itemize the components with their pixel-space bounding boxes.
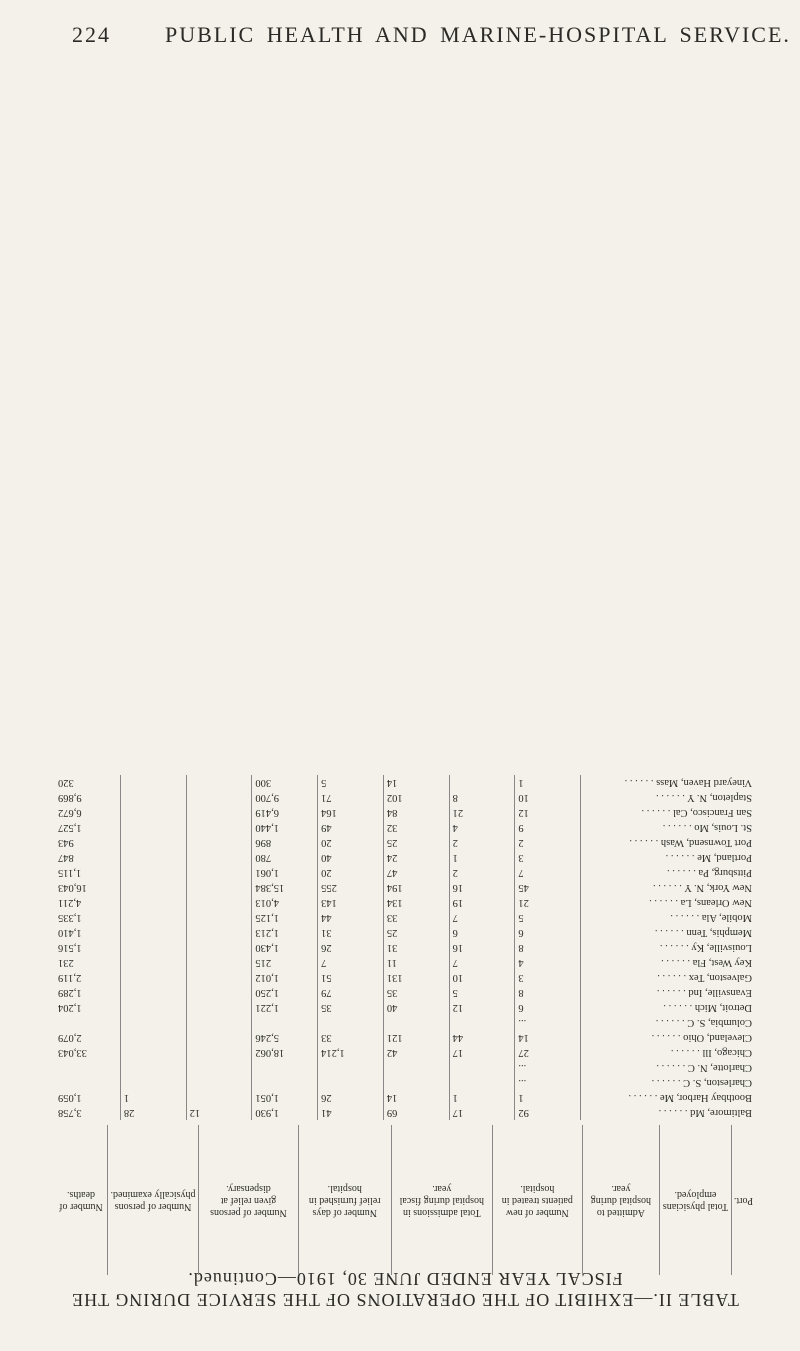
value-cell: 8 bbox=[515, 985, 581, 1000]
value-cell bbox=[449, 775, 515, 790]
value-cell bbox=[120, 850, 186, 865]
value-cell: 14 bbox=[515, 1030, 581, 1045]
value-cell: 10 bbox=[515, 790, 581, 805]
value-cell: 1,289 bbox=[58, 987, 82, 998]
table-row bbox=[55, 775, 755, 790]
value-cell bbox=[449, 1060, 515, 1075]
value-cell bbox=[186, 1060, 252, 1075]
port-name-cell: New York, N. Y . . . . . . bbox=[581, 880, 755, 895]
value-cell: 6,672 bbox=[58, 807, 82, 818]
value-cell: 31 bbox=[383, 940, 449, 955]
value-cell: 33 bbox=[383, 910, 449, 925]
value-cell: 16 bbox=[449, 880, 515, 895]
value-cell: 4,013 bbox=[252, 895, 318, 910]
column-header: Number of persons physically examined. bbox=[107, 1125, 198, 1275]
value-cell: 5 bbox=[449, 985, 515, 1000]
value-cell: 2 bbox=[515, 835, 581, 850]
value-cell: 8 bbox=[515, 940, 581, 955]
value-cell: 131 bbox=[383, 970, 449, 985]
value-cell: 2 bbox=[449, 835, 515, 850]
value-cell: 1 bbox=[515, 775, 581, 790]
value-cell: 2 bbox=[449, 865, 515, 880]
port-name-cell: Stapleton, N. Y . . . . . . bbox=[581, 790, 755, 805]
value-cell: 51 bbox=[318, 970, 384, 985]
value-cell bbox=[186, 790, 252, 805]
value-cell bbox=[252, 1060, 318, 1075]
value-cell: 255 bbox=[318, 880, 384, 895]
value-cell: 1 bbox=[449, 1090, 515, 1105]
value-cell: 1 bbox=[120, 1090, 186, 1105]
value-cell bbox=[449, 1075, 515, 1090]
value-cell: 1,214 bbox=[318, 1045, 384, 1060]
value-cell: 44 bbox=[318, 910, 384, 925]
port-name-cell: Memphis, Tenn . . . . . . bbox=[581, 925, 755, 940]
value-cell: 33 bbox=[318, 1030, 384, 1045]
port-name-cell: San Francisco, Cal . . . . . . bbox=[581, 805, 755, 820]
value-cell: 1,012 bbox=[252, 970, 318, 985]
table-row bbox=[55, 835, 755, 850]
value-cell: 8 bbox=[449, 790, 515, 805]
port-name-cell: Chicago, Ill . . . . . . bbox=[581, 1045, 755, 1060]
port-name-cell: Pittsburg, Pa . . . . . . bbox=[581, 865, 755, 880]
value-cell: 16,043 bbox=[58, 882, 87, 893]
table-row bbox=[55, 1090, 755, 1105]
value-cell: 6 bbox=[449, 925, 515, 940]
value-cell: 25 bbox=[383, 835, 449, 850]
column-header: Number of deaths. bbox=[59, 1189, 103, 1212]
table-row bbox=[55, 1015, 755, 1030]
value-cell: 164 bbox=[318, 805, 384, 820]
operations-table bbox=[55, 80, 755, 1320]
value-cell: 26 bbox=[318, 1090, 384, 1105]
value-cell: 49 bbox=[318, 820, 384, 835]
value-cell: 79 bbox=[318, 985, 384, 1000]
value-cell: 9,700 bbox=[252, 790, 318, 805]
value-cell: 1 bbox=[515, 1090, 581, 1105]
table-row bbox=[55, 925, 755, 940]
value-cell bbox=[186, 910, 252, 925]
value-cell bbox=[186, 880, 252, 895]
value-cell: 134 bbox=[383, 895, 449, 910]
value-cell bbox=[120, 895, 186, 910]
value-cell: 7 bbox=[515, 865, 581, 880]
table-row bbox=[55, 1105, 755, 1120]
value-cell: 44 bbox=[449, 1030, 515, 1045]
value-cell: ... bbox=[515, 1075, 581, 1090]
table-row bbox=[55, 820, 755, 835]
value-cell: 4 bbox=[515, 955, 581, 970]
port-name-cell: Detroit, Mich . . . . . . bbox=[581, 1000, 755, 1015]
value-cell bbox=[186, 1030, 252, 1045]
table-row bbox=[55, 865, 755, 880]
value-cell: 6,419 bbox=[252, 805, 318, 820]
value-cell bbox=[120, 1045, 186, 1060]
value-cell: 40 bbox=[318, 850, 384, 865]
port-name-cell: Baltimore, Md . . . . . . bbox=[581, 1105, 755, 1120]
value-cell: 5,246 bbox=[252, 1030, 318, 1045]
value-cell bbox=[120, 910, 186, 925]
column-header: Total admissions in hospital during fiscal year. bbox=[391, 1125, 492, 1275]
value-cell bbox=[120, 940, 186, 955]
value-cell: 6 bbox=[515, 1000, 581, 1015]
value-cell bbox=[186, 1045, 252, 1060]
column-header: Number of days relief furnished in hospital. bbox=[298, 1125, 391, 1275]
value-cell bbox=[120, 835, 186, 850]
value-cell: 28 bbox=[120, 1105, 186, 1120]
port-name-cell: Evansville, Ind . . . . . . bbox=[581, 985, 755, 1000]
value-cell bbox=[55, 1060, 120, 1075]
port-name-cell: Portland, Me . . . . . . bbox=[581, 850, 755, 865]
value-cell: 780 bbox=[252, 850, 318, 865]
value-cell: 4 bbox=[449, 820, 515, 835]
value-cell bbox=[186, 865, 252, 880]
value-cell: 1,204 bbox=[58, 1002, 82, 1013]
value-cell: 143 bbox=[318, 895, 384, 910]
value-cell bbox=[120, 880, 186, 895]
value-cell: 16 bbox=[449, 940, 515, 955]
value-cell: 1,930 bbox=[252, 1105, 318, 1120]
value-cell: 10 bbox=[449, 970, 515, 985]
value-cell: 1,250 bbox=[252, 985, 318, 1000]
value-cell: 17 bbox=[449, 1105, 515, 1120]
value-cell: 45 bbox=[515, 880, 581, 895]
value-cell: 33,043 bbox=[58, 1047, 87, 1058]
value-cell bbox=[318, 1060, 384, 1075]
table-row bbox=[55, 955, 755, 970]
value-cell bbox=[120, 1030, 186, 1045]
value-cell bbox=[120, 865, 186, 880]
table-row bbox=[55, 895, 755, 910]
table-row bbox=[55, 850, 755, 865]
value-cell bbox=[186, 835, 252, 850]
page-number: 224 bbox=[72, 22, 111, 47]
value-cell: 41 bbox=[318, 1105, 384, 1120]
table-row bbox=[55, 970, 755, 985]
value-cell bbox=[186, 775, 252, 790]
value-cell: 18,062 bbox=[252, 1045, 318, 1060]
value-cell: 2,079 bbox=[58, 1032, 82, 1043]
value-cell: 1,335 bbox=[58, 912, 82, 923]
value-cell: 9,869 bbox=[58, 792, 82, 803]
value-cell bbox=[318, 1075, 384, 1090]
port-name-cell: New Orleans, La . . . . . . bbox=[581, 895, 755, 910]
value-cell: 1,059 bbox=[58, 1092, 82, 1103]
value-cell: 1,516 bbox=[58, 942, 82, 953]
value-cell: 1,213 bbox=[252, 925, 318, 940]
value-cell: 35 bbox=[383, 985, 449, 1000]
port-name-cell: Port Townsend, Wash . . . . . . bbox=[581, 835, 755, 850]
value-cell: 1,061 bbox=[252, 865, 318, 880]
table-row bbox=[55, 1030, 755, 1045]
value-cell: 12 bbox=[186, 1105, 252, 1120]
port-name-cell: Mobile, Ala . . . . . . bbox=[581, 910, 755, 925]
value-cell: 12 bbox=[449, 1000, 515, 1015]
port-name-cell: Boothbay Harbor, Me . . . . . . bbox=[581, 1090, 755, 1105]
value-cell: 11 bbox=[383, 955, 449, 970]
rotated-table-page bbox=[55, 80, 755, 1320]
value-cell: 31 bbox=[318, 925, 384, 940]
value-cell: 3 bbox=[515, 850, 581, 865]
value-cell: 3,758 bbox=[58, 1107, 82, 1118]
value-cell bbox=[383, 1060, 449, 1075]
column-header: Number of persons given relief at dispensary. bbox=[199, 1125, 299, 1275]
value-cell: 21 bbox=[449, 805, 515, 820]
port-name-cell: Charlotte, N. C . . . . . . bbox=[581, 1060, 755, 1075]
value-cell: 1,051 bbox=[252, 1090, 318, 1105]
table-header bbox=[55, 1125, 755, 1275]
table-body bbox=[55, 775, 755, 1120]
value-cell: 17 bbox=[449, 1045, 515, 1060]
column-header: Admitted to hospital during year. bbox=[582, 1125, 659, 1275]
port-name-cell: Columbia, S. C . . . . . . bbox=[581, 1015, 755, 1030]
value-cell: 1,410 bbox=[58, 927, 82, 938]
value-cell: 194 bbox=[383, 880, 449, 895]
value-cell: 69 bbox=[383, 1105, 449, 1120]
value-cell: 32 bbox=[383, 820, 449, 835]
value-cell: 40 bbox=[383, 1000, 449, 1015]
value-cell: 42 bbox=[383, 1045, 449, 1060]
value-cell bbox=[120, 820, 186, 835]
value-cell bbox=[120, 955, 186, 970]
value-cell: 84 bbox=[383, 805, 449, 820]
value-cell bbox=[120, 1060, 186, 1075]
value-cell: 896 bbox=[252, 835, 318, 850]
column-header: Port. bbox=[731, 1125, 755, 1275]
value-cell: 20 bbox=[318, 865, 384, 880]
value-cell bbox=[55, 1015, 120, 1030]
value-cell bbox=[186, 925, 252, 940]
value-cell bbox=[120, 805, 186, 820]
value-cell: 71 bbox=[318, 790, 384, 805]
value-cell: 2,119 bbox=[58, 972, 82, 983]
value-cell: ... bbox=[515, 1060, 581, 1075]
value-cell: 26 bbox=[318, 940, 384, 955]
value-cell bbox=[186, 1075, 252, 1090]
value-cell: 19 bbox=[449, 895, 515, 910]
value-cell: 15,384 bbox=[252, 880, 318, 895]
value-cell: 14 bbox=[383, 775, 449, 790]
value-cell bbox=[186, 850, 252, 865]
value-cell: 47 bbox=[383, 865, 449, 880]
column-header: Total physicians employed. bbox=[660, 1125, 732, 1275]
value-cell bbox=[120, 790, 186, 805]
value-cell: 21 bbox=[515, 895, 581, 910]
value-cell: 1,527 bbox=[58, 822, 82, 833]
value-cell: 1,440 bbox=[252, 820, 318, 835]
value-cell bbox=[120, 775, 186, 790]
table-row bbox=[55, 910, 755, 925]
port-name-cell: Vineyard Haven, Mass . . . . . . bbox=[581, 775, 755, 790]
value-cell: 20 bbox=[318, 835, 384, 850]
running-header bbox=[0, 0, 800, 70]
value-cell bbox=[120, 1000, 186, 1015]
value-cell: 1,430 bbox=[252, 940, 318, 955]
value-cell bbox=[383, 1015, 449, 1030]
value-cell bbox=[186, 1000, 252, 1015]
value-cell bbox=[252, 1075, 318, 1090]
value-cell: 4,211 bbox=[58, 897, 82, 908]
value-cell: 1,221 bbox=[252, 1000, 318, 1015]
value-cell bbox=[55, 1075, 120, 1090]
table-row bbox=[55, 1060, 755, 1075]
table-row bbox=[55, 985, 755, 1000]
port-name-cell: St. Louis, Mo . . . . . . bbox=[581, 820, 755, 835]
value-cell: 1 bbox=[449, 850, 515, 865]
value-cell bbox=[186, 895, 252, 910]
value-cell: 231 bbox=[58, 957, 74, 968]
value-cell bbox=[120, 925, 186, 940]
value-cell: 92 bbox=[515, 1105, 581, 1120]
value-cell: 943 bbox=[58, 837, 74, 848]
table-row bbox=[55, 1045, 755, 1060]
value-cell bbox=[449, 1015, 515, 1030]
value-cell: 1,115 bbox=[58, 867, 82, 878]
value-cell: 6 bbox=[515, 925, 581, 940]
value-cell: 24 bbox=[383, 850, 449, 865]
value-cell: 102 bbox=[383, 790, 449, 805]
value-cell bbox=[186, 1015, 252, 1030]
port-name-cell: Cleveland, Ohio . . . . . . bbox=[581, 1030, 755, 1045]
value-cell: 215 bbox=[252, 955, 318, 970]
value-cell: 7 bbox=[318, 955, 384, 970]
running-head-title: PUBLIC HEALTH AND MARINE-HOSPITAL SERVICE. bbox=[165, 22, 791, 47]
value-cell bbox=[186, 985, 252, 1000]
value-cell bbox=[186, 805, 252, 820]
value-cell: 7 bbox=[449, 910, 515, 925]
table-row bbox=[55, 1000, 755, 1015]
port-name-cell: Charleston, S. C . . . . . . bbox=[581, 1075, 755, 1090]
value-cell bbox=[120, 1075, 186, 1090]
value-cell bbox=[120, 970, 186, 985]
value-cell: 300 bbox=[252, 775, 318, 790]
value-cell: 847 bbox=[58, 852, 74, 863]
value-cell: 121 bbox=[383, 1030, 449, 1045]
table-row bbox=[55, 880, 755, 895]
table-row bbox=[55, 790, 755, 805]
port-name-cell: Galveston, Tex . . . . . . bbox=[581, 970, 755, 985]
value-cell bbox=[252, 1015, 318, 1030]
value-cell bbox=[318, 1015, 384, 1030]
value-cell: 14 bbox=[383, 1090, 449, 1105]
value-cell bbox=[186, 955, 252, 970]
value-cell: 25 bbox=[383, 925, 449, 940]
table-row bbox=[55, 1075, 755, 1090]
table-row bbox=[55, 805, 755, 820]
value-cell bbox=[186, 820, 252, 835]
value-cell: ... bbox=[515, 1015, 581, 1030]
value-cell: 320 bbox=[58, 777, 74, 788]
value-cell bbox=[186, 940, 252, 955]
value-cell bbox=[186, 970, 252, 985]
port-name-cell: Louisville, Ky . . . . . . bbox=[581, 940, 755, 955]
port-name-cell: Key West, Fla . . . . . . bbox=[581, 955, 755, 970]
value-cell: 3 bbox=[515, 970, 581, 985]
value-cell bbox=[186, 1090, 252, 1105]
value-cell: 1,125 bbox=[252, 910, 318, 925]
table-row bbox=[55, 940, 755, 955]
table-caption: TABLE II.—EXHIBIT OF THE OPERATIONS OF THE SERVICE DURING THE FISCAL YEAR ENDED JUNE 30, 1910—Continued. bbox=[71, 1269, 739, 1310]
value-cell: 7 bbox=[449, 955, 515, 970]
column-header: Number of new patients treated in hospital. bbox=[492, 1125, 582, 1275]
value-cell: 27 bbox=[515, 1045, 581, 1060]
value-cell bbox=[383, 1075, 449, 1090]
value-cell bbox=[120, 985, 186, 1000]
value-cell: 5 bbox=[318, 775, 384, 790]
value-cell: 35 bbox=[318, 1000, 384, 1015]
value-cell: 5 bbox=[515, 910, 581, 925]
value-cell bbox=[120, 1015, 186, 1030]
value-cell: 9 bbox=[515, 820, 581, 835]
value-cell: 12 bbox=[515, 805, 581, 820]
